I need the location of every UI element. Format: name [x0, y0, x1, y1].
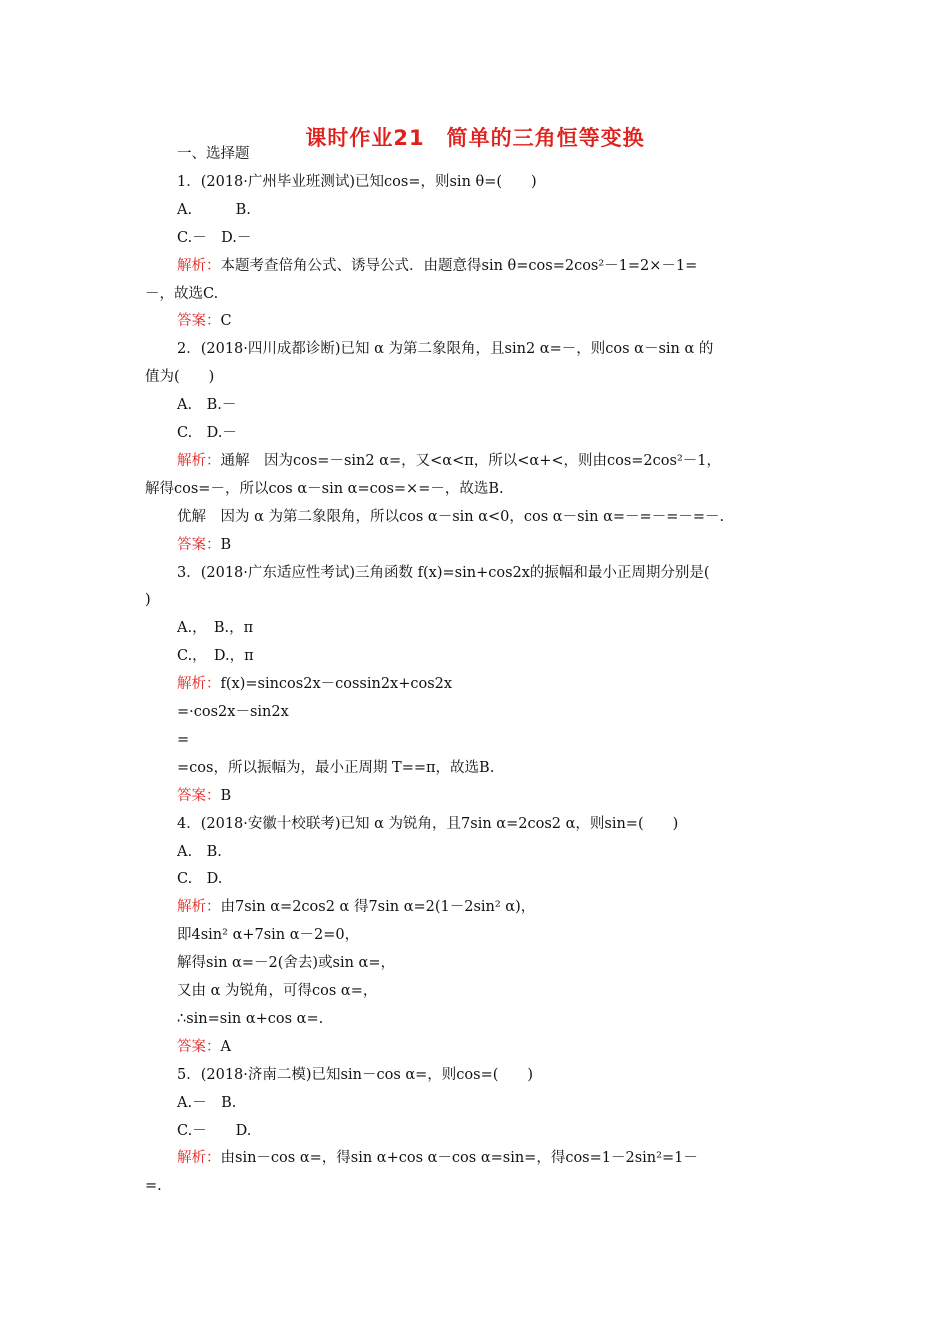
line-text: A: [220, 1038, 231, 1055]
answer-label: 解析：: [177, 899, 221, 916]
text-line: [177, 228, 251, 248]
line-text: －，故选C.: [145, 285, 219, 302]
text-line: [177, 395, 236, 415]
text-line: [177, 563, 710, 583]
line-text: 解得sin α=－2(舍去)或sin α=，: [177, 955, 395, 972]
text-line: [177, 981, 377, 1001]
line-text: C. D.－: [177, 425, 237, 441]
page-title: 课时作业21 简单的三角恒等变换: [305, 126, 645, 150]
line-text: =: [177, 731, 190, 748]
text-line: [145, 284, 218, 304]
line-text: 2．(2018·四川成都诊断)已知 α 为第二象限角，且sin2 α=－，则cos α－sin α 的: [177, 341, 714, 358]
line-text: 即4sin² α+7sin α－2=0，: [177, 927, 360, 944]
text-line: [145, 479, 504, 499]
line-text: 由7sin α=2cos2 α 得7sin α=2(1－2sin² α)，: [220, 899, 536, 916]
text-line: [177, 423, 237, 443]
text-line: [177, 842, 222, 862]
answer-label: 解析：: [177, 257, 221, 274]
line-text: 又由 α 为锐角，可得cos α=，: [177, 983, 378, 999]
answer-label: 答案：: [177, 787, 221, 804]
line-text: A. B.: [177, 201, 251, 218]
answer-label: 答案：: [177, 1038, 221, 1055]
text-line: [177, 1037, 231, 1057]
text-line: [177, 1148, 698, 1168]
text-line: [177, 618, 253, 638]
text-line: [177, 814, 678, 834]
answer-label: 解析：: [177, 676, 221, 693]
text-line: [177, 172, 537, 192]
line-text: 5．(2018·济南二模)已知sin－cos α=，则cos=( ): [177, 1066, 534, 1083]
line-text: 优解 因为 α 为第二象限角，所以cos α－sin α<0，cos α－sin α=－=－=－=－.: [177, 508, 725, 525]
line-text: f(x)=sincos2x－cossin2x+cos2x: [220, 676, 453, 693]
line-text: 值为( ): [145, 369, 215, 386]
text-line: [177, 311, 232, 331]
line-text: =·cos2x－sin2x: [177, 704, 289, 720]
line-text: A.， B.，π: [177, 620, 254, 637]
text-line: [177, 786, 231, 806]
line-text: A. B.－: [177, 397, 237, 414]
text-line: [177, 200, 251, 220]
line-text: 解得cos=－，所以cos α－sin α=cos=×=－，故选B.: [145, 480, 504, 497]
text-line: [177, 507, 724, 527]
text-line: [177, 925, 359, 945]
text-line: [177, 1093, 236, 1113]
text-line: [177, 1009, 323, 1029]
line-text: 通解 因为cos=－sin2 α=，又<α<π，所以<α+<，则由cos=2cos²－1，: [220, 452, 721, 469]
line-text: 由sin－cos α=，得sin α+cos α－cos α=sin=，得cos=1－2sin²=1－: [220, 1150, 698, 1167]
text-line: [177, 730, 189, 750]
line-text: =cos，所以振幅为，最小正周期 T==π，故选B.: [177, 759, 495, 776]
text-line: [145, 590, 151, 610]
answer-label: 解析：: [177, 452, 221, 469]
text-line: [145, 1176, 162, 1196]
text-line: [145, 367, 214, 387]
line-text: 4．(2018·安徽十校联考)已知 α 为锐角，且7sin α=2cos2 α，则sin=( ): [177, 815, 679, 832]
line-text: A. B.: [177, 843, 222, 860]
line-text: C.－ D.: [177, 1122, 252, 1139]
line-text: 3．(2018·广东适应性考试)三角函数 f(x)=sin+cos2x的振幅和最小正周期分别是(: [177, 564, 710, 581]
text-line: [177, 897, 535, 917]
line-text: ): [145, 592, 151, 609]
line-text: C: [220, 313, 232, 330]
line-text: B: [220, 787, 232, 804]
text-line: [177, 953, 395, 973]
text-line: [177, 869, 222, 889]
line-text: ∴sin=sin α+cos α=.: [177, 1010, 324, 1027]
line-text: 1．(2018·广州毕业班测试)已知cos=，则sin θ=( ): [177, 173, 537, 190]
text-line: [177, 535, 231, 555]
line-text: 一、选择题: [177, 146, 250, 162]
line-text: B: [220, 536, 232, 553]
text-line: [177, 1065, 533, 1085]
text-line: [177, 451, 721, 471]
text-line: [177, 674, 452, 694]
line-text: 本题考查倍角公式、诱导公式．由题意得sin θ=cos=2cos²－1=2×－1=: [220, 257, 698, 274]
line-text: C.－ D.－: [177, 229, 252, 246]
line-text: =.: [145, 1178, 162, 1195]
text-line: [177, 1121, 251, 1141]
text-line: [177, 702, 289, 722]
line-text: C.， D.，π: [177, 648, 254, 665]
text-line: [177, 256, 697, 276]
line-text: C. D.: [177, 871, 223, 888]
text-line: [177, 646, 254, 666]
answer-label: 答案：: [177, 313, 221, 330]
text-line: [177, 339, 713, 359]
answer-label: 答案：: [177, 536, 221, 553]
text-line: [177, 758, 494, 778]
line-text: A.－ B.: [177, 1094, 237, 1111]
text-line: [177, 144, 250, 164]
answer-label: 解析：: [177, 1150, 221, 1167]
